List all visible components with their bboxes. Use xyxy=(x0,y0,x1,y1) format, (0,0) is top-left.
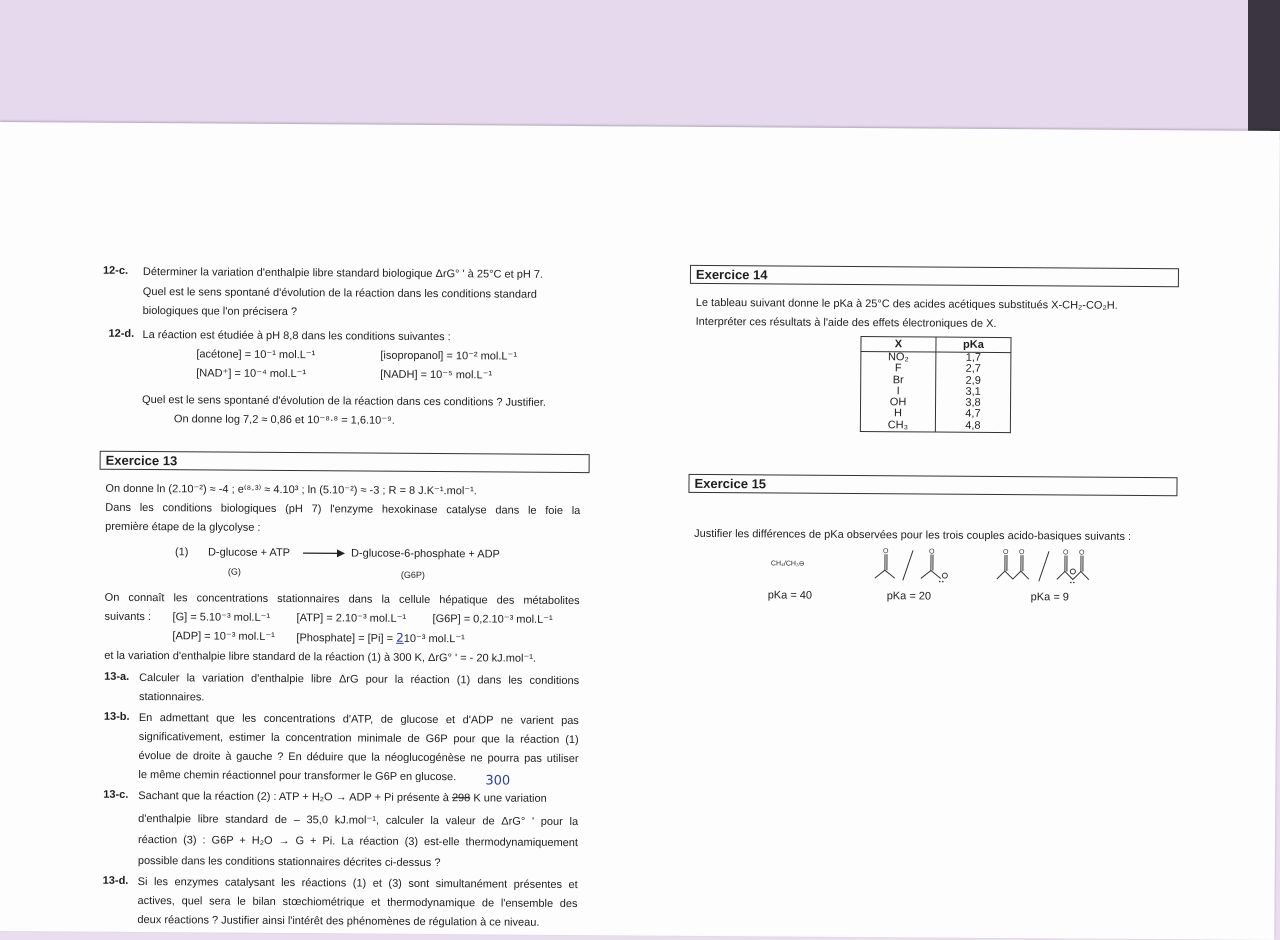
label-g6p: (G6P) xyxy=(401,568,425,582)
handwritten-2: 2 xyxy=(396,631,404,645)
pka-cell-x: CH₃ xyxy=(860,420,935,432)
svg-text:O: O xyxy=(929,548,935,555)
conc-g6p: [G6P] = 0,2.10⁻³ mol.L⁻¹ xyxy=(432,612,552,627)
pka-cell-value: 2,9 xyxy=(936,375,1011,387)
q13d-line1: Si les enzymes catalysant les réactions (1) et (3) sont simultanément présentes et xyxy=(138,875,578,892)
conc-atp: [ATP] = 2.10⁻³ mol.L⁻¹ xyxy=(296,611,406,626)
conc-acetone: [acétone] = 10⁻¹ mol.L⁻¹ xyxy=(196,347,315,362)
background-sheet xyxy=(0,0,1280,140)
q13d-number: 13-d. xyxy=(103,875,129,887)
q12c-line3: biologiques que l'on précisera ? xyxy=(143,304,297,319)
pka2-label: pKa = 20 xyxy=(887,589,931,603)
ex15-line1: Justifier les différences de pKa observées pour les trois couples acido-basiques suivants : xyxy=(694,527,1131,544)
couple1-formula: CH₄/CH₃⊖ xyxy=(771,559,805,567)
ex13-conc-intro: On connaît les concentrations stationnaires dans la cellule hépatique des métabolites xyxy=(105,591,580,608)
svg-text:O: O xyxy=(1019,549,1025,556)
q12c-line1: Déterminer la variation d'enthalpie libre standard biologique ΔrG° ' à 25°C et pH 7. xyxy=(143,265,543,282)
q13c-line1: Sachant que la réaction (2) : ATP + H₂O → ADP + Pi présente à 298 K une variation xyxy=(138,789,547,806)
q13b-line2: significativement, estimer la concentration minimale de G6P pour que la réaction (1) xyxy=(139,730,579,747)
pka-cell-x: F xyxy=(861,363,936,375)
conc-adp: [ADP] = 10⁻³ mol.L⁻¹ xyxy=(172,629,275,644)
pka-cell-x: OH xyxy=(861,397,936,409)
q13d-line3: deux réactions ? Justifier ainsi l'intérêt des phénomènes de régulation à ce niveau. xyxy=(137,913,539,930)
reaction1-number: (1) xyxy=(175,545,189,559)
pka-cell-x: I xyxy=(861,386,936,398)
ex14-title: Exercice 14 xyxy=(690,265,1179,287)
pka-cell-value: 2,7 xyxy=(936,364,1011,376)
acetone-enolate-structure xyxy=(873,546,953,583)
svg-text:O: O xyxy=(1003,549,1009,556)
ex14-line2: Interpréter ces résultats à l'aide des effets électroniques de X. xyxy=(696,315,997,331)
ex13-dg: et la variation d'enthalpie libre standard de la réaction (1) à 300 K, ΔrG° ' = - 20 kJ.mol⁻¹. xyxy=(104,649,536,666)
pka-cell-x: H xyxy=(860,408,935,420)
q12d-intro: La réaction est étudiée à pH 8,8 dans les conditions suivantes : xyxy=(142,328,450,344)
col-pka-header: pKa xyxy=(936,337,1011,353)
q13c-line4: possible dans les conditions stationnaires décrites ci-dessus ? xyxy=(138,854,441,870)
q13d-line2: actives, quel sera le bilan stœchiométrique et thermodynamique de l'ensemble des xyxy=(138,894,578,911)
pka1-label: pKa = 40 xyxy=(768,588,812,602)
ex14-line1: Le tableau suivant donne le pKa à 25°C des acides acétiques substitués X-CH₂-CO₂H. xyxy=(696,296,1118,313)
pka3-label: pKa = 9 xyxy=(1031,590,1069,604)
ex13-intro2: première étape de la glycolyse : xyxy=(105,520,260,535)
pka-cell-value: 3,1 xyxy=(936,386,1011,398)
reaction-arrow-icon xyxy=(303,548,345,558)
conc-nad: [NAD⁺] = 10⁻⁴ mol.L⁻¹ xyxy=(196,366,306,381)
handwritten-300: 300 xyxy=(485,773,510,788)
q12d-hint: On donne log 7,2 ≈ 0,86 et 10⁻⁸·⁸ = 1,6.10⁻⁹. xyxy=(174,412,395,428)
pka-cell-x: Br xyxy=(861,375,936,387)
q13a-number: 13-a. xyxy=(104,671,129,683)
q13c-line2: d'enthalpie libre standard de – 35,0 kJ.mol⁻¹, calculer la valeur de ΔrG° ' pour la xyxy=(138,812,578,829)
q13b-line1: En admettant que les concentrations d'ATP, de glucose et d'ADP ne varient pas xyxy=(139,711,579,728)
conc-isopropanol: [isopropanol] = 10⁻² mol.L⁻¹ xyxy=(380,349,517,364)
q13a-line1: Calculer la variation d'enthalpie libre ΔrG pour la réaction (1) dans les conditions xyxy=(139,671,579,688)
q12c-line2: Quel est le sens spontané d'évolution de la réaction dans les conditions standard xyxy=(143,285,537,302)
svg-text:O: O xyxy=(1079,550,1085,557)
q12d-question: Quel est le sens spontané d'évolution de la réaction dans ces conditions ? Justifier. xyxy=(142,393,546,410)
pka-cell-value: 4,7 xyxy=(935,409,1010,421)
svg-text:O: O xyxy=(1063,549,1069,556)
q13b-number: 13-b. xyxy=(104,711,130,723)
ex13-intro1: Dans les conditions biologiques (pH 7) l'enzyme hexokinase catalyse dans le foie la xyxy=(105,501,580,518)
pka-cell-value: 1,7 xyxy=(936,352,1011,364)
pka-table-row xyxy=(861,352,1011,365)
q13b-line3: évolue de droite à gauche ? En déduire que la néoglucogénèse ne pourra pas utiliser xyxy=(139,749,579,766)
pka-cell-value: 4,8 xyxy=(935,420,1010,432)
ex13-title: Exercice 13 xyxy=(100,451,590,473)
conc-nadh: [NADH] = 10⁻⁵ mol.L⁻¹ xyxy=(380,368,492,383)
q12c-number: 12-c. xyxy=(103,265,128,277)
document-page xyxy=(0,122,1280,940)
ex13-conc-lead: suivants : xyxy=(104,610,151,624)
background-edge xyxy=(1248,0,1280,140)
pka-cell-x: NO₂ xyxy=(861,352,936,364)
q12d-number: 12-d. xyxy=(108,328,134,340)
q13c-number: 13-c. xyxy=(103,789,128,801)
conc-g: [G] = 5.10⁻³ mol.L⁻¹ xyxy=(172,610,270,625)
q13a-line2: stationnaires. xyxy=(139,690,205,704)
reaction1-products: D-glucose-6-phosphate + ADP xyxy=(351,546,500,561)
reaction1-reactants: D-glucose + ATP xyxy=(208,545,290,560)
ex15-title: Exercice 15 xyxy=(688,474,1177,496)
conc-pi: [Phosphate] = [Pi] = 210⁻³ mol.L⁻¹ xyxy=(296,630,465,646)
label-g: (G) xyxy=(228,565,241,579)
svg-text:O: O xyxy=(883,548,889,555)
pka-cell-value: 3,8 xyxy=(936,398,1011,410)
struck-298: 298 xyxy=(452,792,470,804)
pka-table-row xyxy=(860,420,1010,433)
col-x-header: X xyxy=(861,337,936,353)
ex13-given: On donne ln (2.10⁻²) ≈ -4 ; e⁽⁸·³⁾ ≈ 4.10³ ; ln (5.10⁻²) ≈ -3 ; R = 8 J.K⁻¹.mol⁻¹. xyxy=(105,482,477,499)
pka-table xyxy=(860,336,1012,433)
q13c-line3: réaction (3) : G6P + H₂O → G + Pi. La réaction (3) est-elle thermodynamiquement xyxy=(138,833,578,850)
q13b-line4: le même chemin réactionnel pour transformer le G6P en glucose. xyxy=(138,768,456,784)
diketone-enolate-structure xyxy=(995,547,1111,584)
